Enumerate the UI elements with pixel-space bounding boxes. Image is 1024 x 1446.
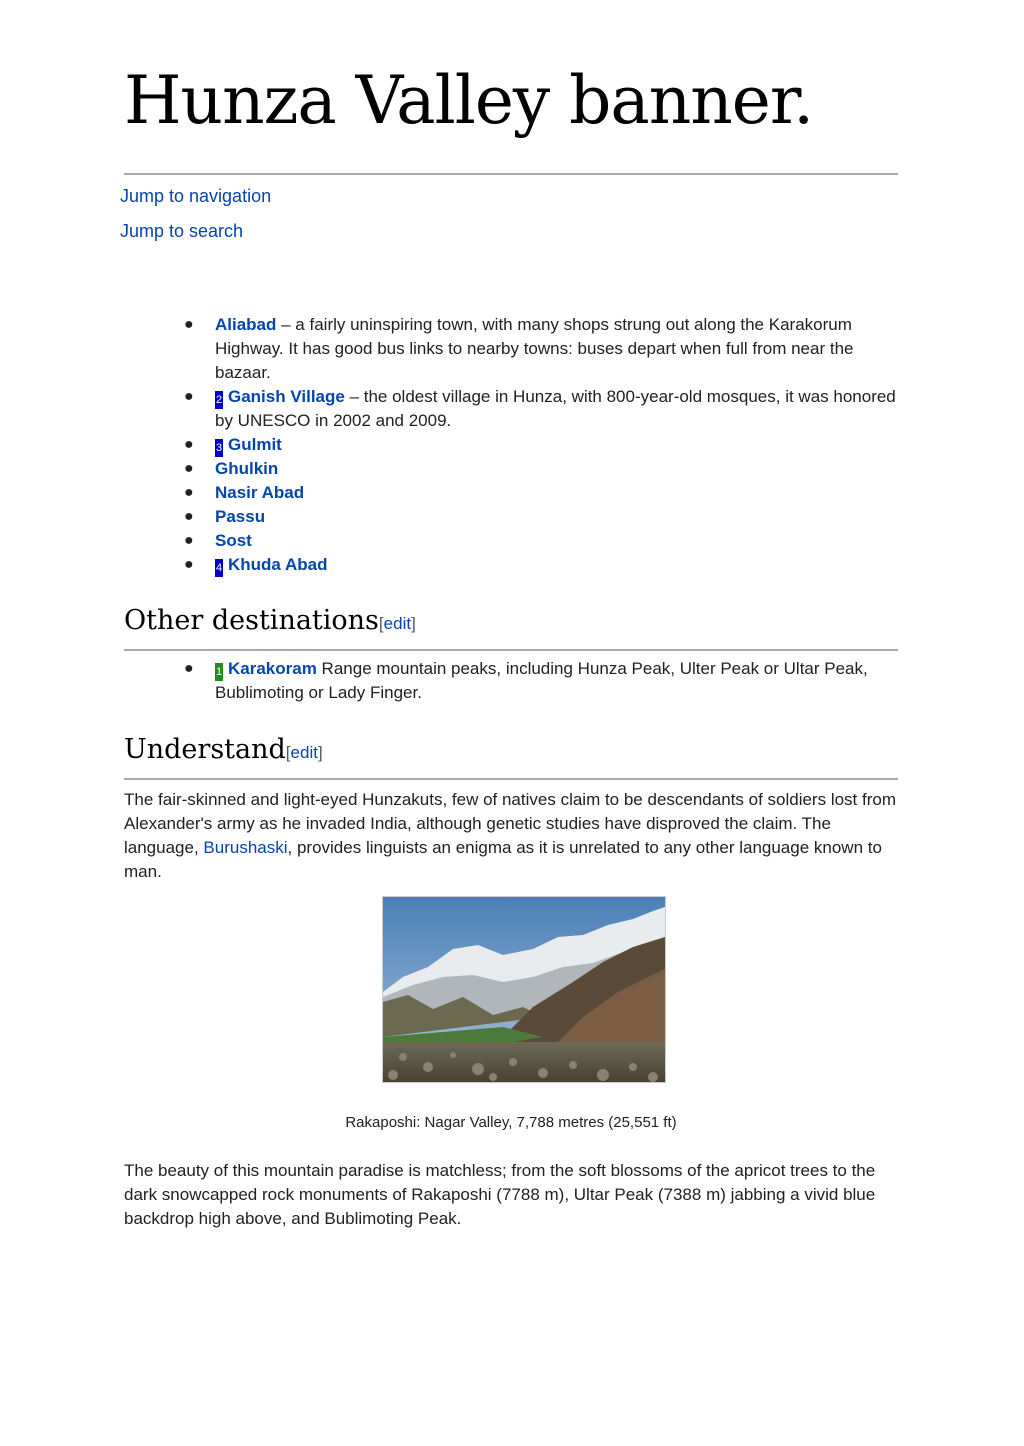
jump-to-search-link[interactable]: Jump to search xyxy=(120,221,244,241)
bullet-icon: ● xyxy=(184,388,194,405)
bullet-icon: ● xyxy=(184,316,194,333)
section-heading-understand xyxy=(124,734,323,765)
edit-link[interactable]: edit xyxy=(290,743,318,762)
destination-description: Range mountain peaks, including Hunza Peak, Ulter Peak or Ultar Peak, Bublimoting or Lady Finger. xyxy=(215,659,868,702)
paragraph-text: The fair-skinned and light-eyed Hunzakuts, few of natives claim to be descendants of soldiers lost from Alexander's army as he invaded India, although genetic studies have disproved the claim. The language, xyxy=(124,790,896,857)
other-destinations-list xyxy=(124,657,898,705)
edit-bracket: [ xyxy=(378,614,384,633)
list-item xyxy=(124,385,898,433)
map-marker-icon[interactable]: 3 xyxy=(215,439,223,457)
cities-list xyxy=(124,313,898,577)
section-divider xyxy=(124,778,898,780)
list-item xyxy=(124,553,898,577)
burushaski-link[interactable]: Burushaski xyxy=(203,838,288,857)
map-marker-icon[interactable]: 4 xyxy=(215,559,223,577)
list-item xyxy=(124,457,898,481)
section-heading-text: Other destinations xyxy=(124,605,379,636)
list-item xyxy=(124,433,898,457)
understand-paragraph: The beauty of this mountain paradise is matchless; from the soft blossoms of the apricot trees to the dark snowcapped rock monuments of Rakaposhi (7788 m), Ultar Peak (7388 m) jabbing a vivid blue backdrop high above, and Bublimoting Peak. xyxy=(124,1161,876,1228)
list-item xyxy=(124,505,898,529)
understand-paragraph xyxy=(124,788,898,884)
title-divider xyxy=(124,173,898,175)
bullet-icon: ● xyxy=(184,532,194,549)
mountain-landscape-image xyxy=(383,897,665,1082)
jump-to-navigation-link[interactable]: Jump to navigation xyxy=(120,186,272,206)
city-link-aliabad[interactable]: Aliabad xyxy=(215,315,277,334)
city-link-ghulkin[interactable]: Ghulkin xyxy=(215,459,279,478)
section-heading-other-destinations xyxy=(124,605,416,636)
city-link-ganish-village[interactable]: Ganish Village xyxy=(228,387,345,406)
city-link-khuda-abad[interactable]: Khuda Abad xyxy=(228,555,328,574)
city-link-gulmit[interactable]: Gulmit xyxy=(228,435,282,454)
destination-link-karakoram[interactable]: Karakoram xyxy=(228,659,317,678)
edit-bracket: [ xyxy=(285,743,291,762)
city-link-sost[interactable]: Sost xyxy=(215,531,252,550)
edit-section-control xyxy=(286,743,323,762)
bullet-icon: ● xyxy=(184,460,194,477)
list-item xyxy=(124,481,898,505)
city-description: – the oldest village in Hunza, with 800-year-old mosques, it was honored by UNESCO in 2002 and 2009. xyxy=(215,387,896,430)
edit-bracket: ] xyxy=(317,743,323,762)
list-item xyxy=(124,529,898,553)
paragraph-text: , provides linguists an enigma as it is unrelated to any other language known to man. xyxy=(124,838,882,881)
city-link-nasir-abad[interactable]: Nasir Abad xyxy=(215,483,305,502)
list-item xyxy=(124,313,898,385)
map-marker-icon[interactable]: 2 xyxy=(215,391,223,409)
section-heading-text: Understand xyxy=(124,734,286,765)
city-link-passu[interactable]: Passu xyxy=(215,507,266,526)
bullet-icon: ● xyxy=(184,660,194,677)
list-item xyxy=(124,657,898,705)
page-title: Hunza Valley banner. xyxy=(124,62,814,139)
bullet-icon: ● xyxy=(184,556,194,573)
section-divider xyxy=(124,649,898,651)
rakaposhi-photo[interactable] xyxy=(382,896,666,1083)
edit-bracket: ] xyxy=(411,614,416,633)
bullet-icon: ● xyxy=(184,484,194,501)
map-marker-icon[interactable]: 1 xyxy=(215,663,223,681)
edit-section-control xyxy=(379,614,416,633)
city-description: – a fairly uninspiring town, with many shops strung out along the Karakorum Highway. It has good bus links to nearby towns: buses depart when full from near the bazaar. xyxy=(215,315,854,382)
bullet-icon: ● xyxy=(184,508,194,525)
bullet-icon: ● xyxy=(184,436,194,453)
image-caption: Rakaposhi: Nagar Valley, 7,788 metres (25,551 ft) xyxy=(345,1114,677,1131)
edit-link[interactable]: edit xyxy=(383,614,412,633)
